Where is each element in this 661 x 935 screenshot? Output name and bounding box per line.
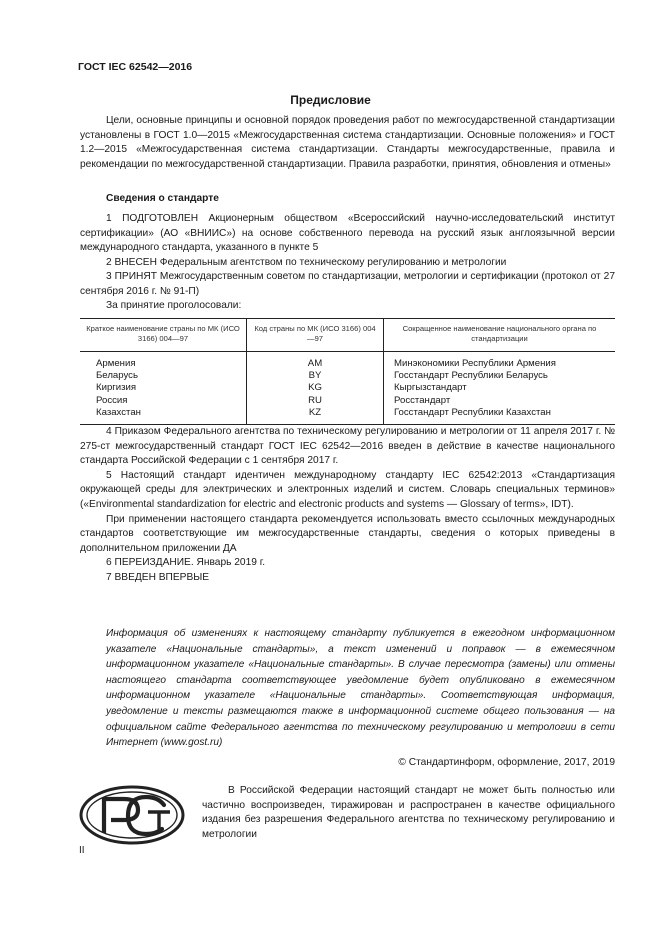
table-row	[80, 407, 615, 425]
item-7: 7 ВВЕДЕН ВПЕРВЫЕ	[106, 571, 210, 583]
page-number: II	[79, 845, 85, 856]
copyright-line: © Стандартинформ, оформление, 2017, 2019	[398, 757, 615, 768]
item-3: 3 ПРИНЯТ Межгосударственным советом по стандартизации, метрологии и сертификации (протокол от 27 сентября 2016 г. № 91-П)	[80, 271, 615, 297]
country-cell: Казахстан	[80, 407, 247, 425]
pst-logo-icon	[78, 785, 186, 845]
body-cell: Госстандарт Республики Казахстан	[384, 407, 616, 425]
vote-line: За принятие проголосовали:	[106, 300, 242, 311]
item-5-note: При применении настоящего стандарта рекомендуется использовать вместо ссылочных международных стандартов соответствующие им межгосударственные стандарты, сведения о которых приведены в дополнительном приложении ДА	[80, 513, 615, 554]
reproduction-notice-text: В Российской Федерации настоящий стандарт не может быть полностью или частично воспроизведен, тиражирован и распространен в качестве официального издания без разрешения Федерального агентства по техническому регулированию и метрологии	[202, 785, 615, 840]
item-6: 6 ПЕРЕИЗДАНИЕ. Январь 2019 г.	[106, 557, 266, 569]
items-4-7	[80, 425, 615, 586]
pst-mark-logo	[78, 785, 186, 845]
page-title: Предисловие	[290, 93, 371, 107]
vote-line-block	[80, 299, 615, 314]
reproduction-notice	[202, 784, 615, 842]
item-4: 4 Приказом Федерального агентства по техническому регулированию и метрологии от 11 апреля 2017 г. № 275-ст межгосударственный стандарт ГОСТ IEC 62542—2016 введен в действие в качестве национального стандарта Российской Федерации с 1 сентября 2017 г.	[80, 426, 615, 467]
country-cell: Киргизия	[96, 382, 137, 394]
country-cell: Россия	[96, 394, 128, 406]
table-row	[80, 370, 615, 382]
intro-paragraph	[80, 114, 615, 172]
item-5: 5 Настоящий стандарт идентичен международному стандарту IEC 62542:2013 «Стандартизация окружающей среды для электрических и электронных изделий и систем. Словарь специальных терминов» («Environmental standardization for electric and electronic products and systems — Glossary of terms», IDT).	[80, 469, 615, 510]
table-row	[80, 352, 615, 371]
items-1-3	[80, 212, 615, 300]
col-header-country: Краткое наименование страны по МК (ИСО 3166) 004—97	[80, 319, 247, 352]
table-header-row	[80, 319, 615, 352]
col-header-code: Код страны по МК (ИСО 3166) 004—97	[247, 319, 384, 352]
body-cell: Минэкономики Республики Армения	[384, 352, 616, 371]
changes-info-paragraph: Информация об изменениях к настоящему стандарту публикуется в ежегодном информационном указателе «Национальные стандарты», а текст изменений и поправок — в ежемесячном информационном указателе «Национальные стандарты». В случае пересмотра (замены) или отмены настоящего стандарта соответствующее уведомление будет опубликовано в ежемесячном информационном указателе «Национальные стандарты». Соответствующая информация, уведомление и тексты размещаются также в информационной системе общего пользования — на официальном сайте Федерального агентства по техническому регулированию и метрологии в сети Интернет (www.gost.ru)	[106, 628, 615, 749]
table-row	[80, 395, 615, 407]
code-cell: KZ	[247, 407, 384, 425]
code-cell: RU	[247, 395, 384, 407]
country-cell: Армения	[96, 358, 136, 369]
body-cell: Кыргызстандарт	[384, 382, 616, 394]
body-cell: Госстандарт Республики Беларусь	[384, 370, 616, 382]
item-1: 1 ПОДГОТОВЛЕН Акционерным обществом «Всероссийский научно-исследовательский институт сертификации» (АО «ВНИИС») на основе собственного перевода на русский язык англоязычной версии международного стандарта, указанного в пункте 5	[80, 213, 615, 254]
country-cell: Беларусь	[96, 370, 138, 382]
table-row	[80, 382, 615, 394]
code-cell: BY	[247, 370, 384, 382]
section-subheading: Сведения о стандарте	[106, 193, 219, 204]
code-cell: AM	[247, 352, 384, 371]
col-header-body: Сокращенное наименование национального органа по стандартизации	[384, 319, 616, 352]
code-cell: KG	[247, 382, 384, 394]
item-2: 2 ВНЕСЕН Федеральным агентством по техническому регулированию и метрологии	[106, 256, 507, 268]
body-cell: Росстандарт	[384, 395, 616, 407]
standard-code: ГОСТ IEC 62542—2016	[78, 61, 193, 73]
intro-text: Цели, основные принципы и основной порядок проведения работ по межгосударственной стандартизации установлены в ГОСТ 1.0—2015 «Межгосударственная система стандартизации. Основные положения» и ГОСТ 1.2—2015 «Межгосударственная система стандартизации. Стандарты межгосударственные, правила и рекомендации по межгосударственной стандартизации. Правила разработки, принятия, обновления и отмены»	[80, 115, 615, 170]
voting-states-table	[80, 318, 615, 425]
